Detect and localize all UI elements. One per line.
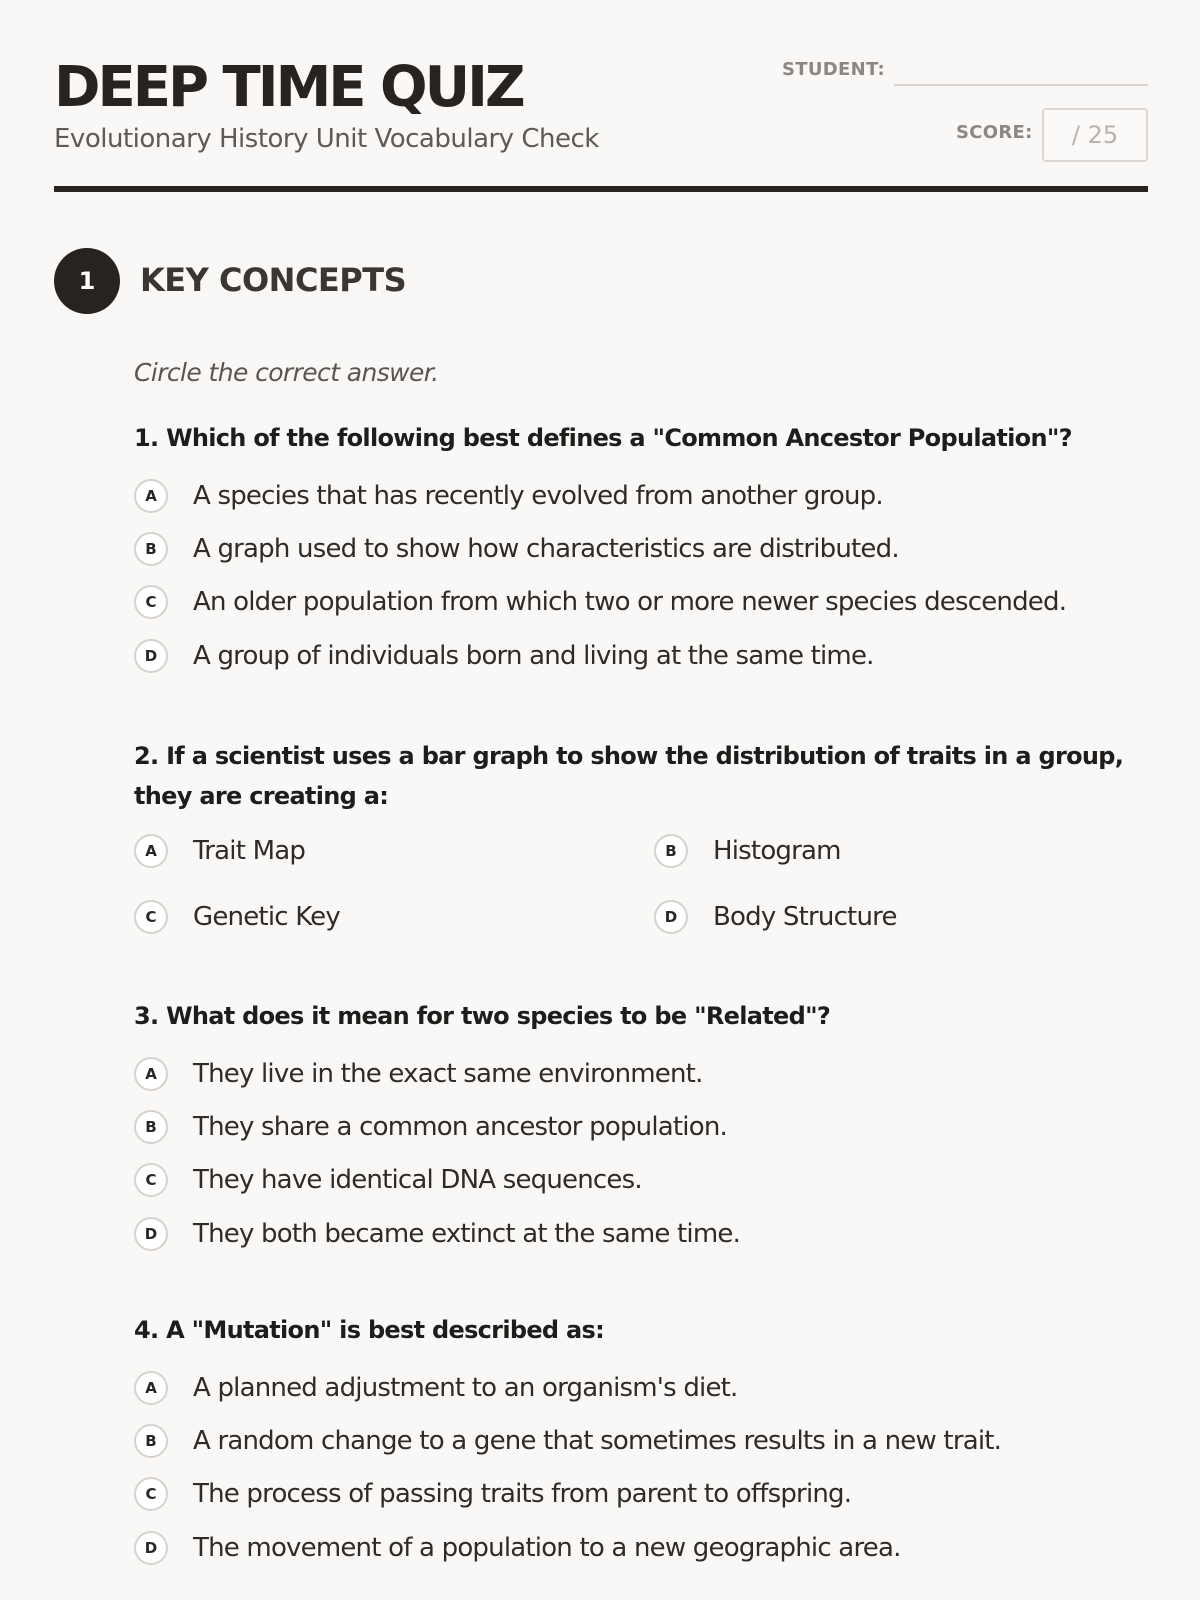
option-b[interactable]	[134, 522, 1148, 575]
option-letter-badge[interactable]: A	[134, 834, 168, 868]
option-a[interactable]	[134, 826, 614, 876]
section-title: KEY CONCEPTS	[140, 261, 407, 299]
option-text: A planned adjustment to an organism's diet.	[193, 1372, 738, 1403]
answer-options	[134, 469, 1148, 682]
option-b[interactable]	[654, 826, 1134, 876]
page-subtitle: Evolutionary History Unit Vocabulary Check	[54, 124, 599, 154]
option-text: Histogram	[713, 836, 841, 866]
header-divider	[54, 186, 1148, 192]
option-text: The movement of a population to a new geographic area.	[193, 1532, 901, 1563]
option-a[interactable]	[134, 469, 1148, 522]
option-b[interactable]	[134, 1414, 1148, 1467]
question-2	[134, 736, 1148, 966]
option-letter-badge[interactable]: C	[134, 1477, 168, 1511]
option-d[interactable]	[654, 892, 1134, 942]
question-text: 4. A "Mutation" is best described as:	[134, 1316, 605, 1344]
option-text: Body Structure	[713, 902, 897, 932]
answer-options	[134, 1047, 1148, 1260]
page-title: DEEP TIME QUIZ	[54, 55, 523, 120]
option-c[interactable]	[134, 1154, 1148, 1207]
question-text: 3. What does it mean for two species to be "Related"?	[134, 1002, 831, 1030]
question-text: 1. Which of the following best defines a "Common Ancestor Population"?	[134, 424, 1072, 452]
option-letter-badge[interactable]: C	[134, 1163, 168, 1197]
question-3	[134, 996, 1148, 1260]
option-text: A random change to a gene that sometimes results in a new trait.	[193, 1425, 1002, 1456]
option-letter-badge[interactable]: D	[134, 1531, 168, 1565]
option-letter-badge[interactable]: A	[134, 1057, 168, 1091]
answer-options	[134, 1361, 1148, 1574]
question-text: 2. If a scientist uses a bar graph to show the distribution of traits in a group, they are creating a:	[134, 742, 1124, 810]
question-4	[134, 1310, 1148, 1574]
option-d[interactable]	[134, 1207, 1148, 1260]
answer-options	[134, 826, 1148, 966]
option-c[interactable]	[134, 576, 1148, 629]
option-text: They have identical DNA sequences.	[193, 1165, 642, 1196]
option-d[interactable]	[134, 629, 1148, 682]
option-text: They live in the exact same environment.	[193, 1058, 703, 1089]
option-letter-badge[interactable]: D	[134, 639, 168, 673]
option-d[interactable]	[134, 1521, 1148, 1574]
option-c[interactable]	[134, 892, 614, 942]
option-text: They both became extinct at the same time.	[193, 1218, 741, 1249]
option-text: A group of individuals born and living at the same time.	[193, 640, 874, 671]
option-letter-badge[interactable]: A	[134, 479, 168, 513]
option-text: An older population from which two or more newer species descended.	[193, 587, 1067, 618]
option-letter-badge[interactable]: A	[134, 1371, 168, 1405]
option-a[interactable]	[134, 1047, 1148, 1100]
option-a[interactable]	[134, 1361, 1148, 1414]
question-1	[134, 418, 1148, 682]
option-text: Genetic Key	[193, 902, 340, 932]
score-field[interactable]	[1042, 108, 1148, 162]
option-text: The process of passing traits from parent to offspring.	[193, 1479, 852, 1510]
option-letter-badge[interactable]: D	[654, 900, 688, 934]
option-letter-badge[interactable]: B	[654, 834, 688, 868]
student-label: STUDENT:	[782, 59, 886, 80]
option-letter-badge[interactable]: B	[134, 532, 168, 566]
option-text: Trait Map	[193, 836, 306, 866]
option-c[interactable]	[134, 1468, 1148, 1521]
score-total: / 25	[1071, 121, 1119, 149]
option-letter-badge[interactable]: B	[134, 1424, 168, 1458]
option-letter-badge[interactable]: C	[134, 585, 168, 619]
section-number-badge: 1	[54, 248, 120, 314]
option-text: They share a common ancestor population.	[193, 1111, 727, 1142]
option-b[interactable]	[134, 1100, 1148, 1153]
instructions: Circle the correct answer.	[134, 358, 439, 387]
option-text: A species that has recently evolved from another group.	[193, 480, 883, 511]
option-text: A graph used to show how characteristics are distributed.	[193, 533, 899, 564]
option-letter-badge[interactable]: B	[134, 1110, 168, 1144]
student-name-field[interactable]	[894, 84, 1148, 86]
quiz-page	[54, 0, 1148, 1600]
score-label: SCORE:	[956, 122, 1033, 143]
option-letter-badge[interactable]: D	[134, 1217, 168, 1251]
option-letter-badge[interactable]: C	[134, 900, 168, 934]
